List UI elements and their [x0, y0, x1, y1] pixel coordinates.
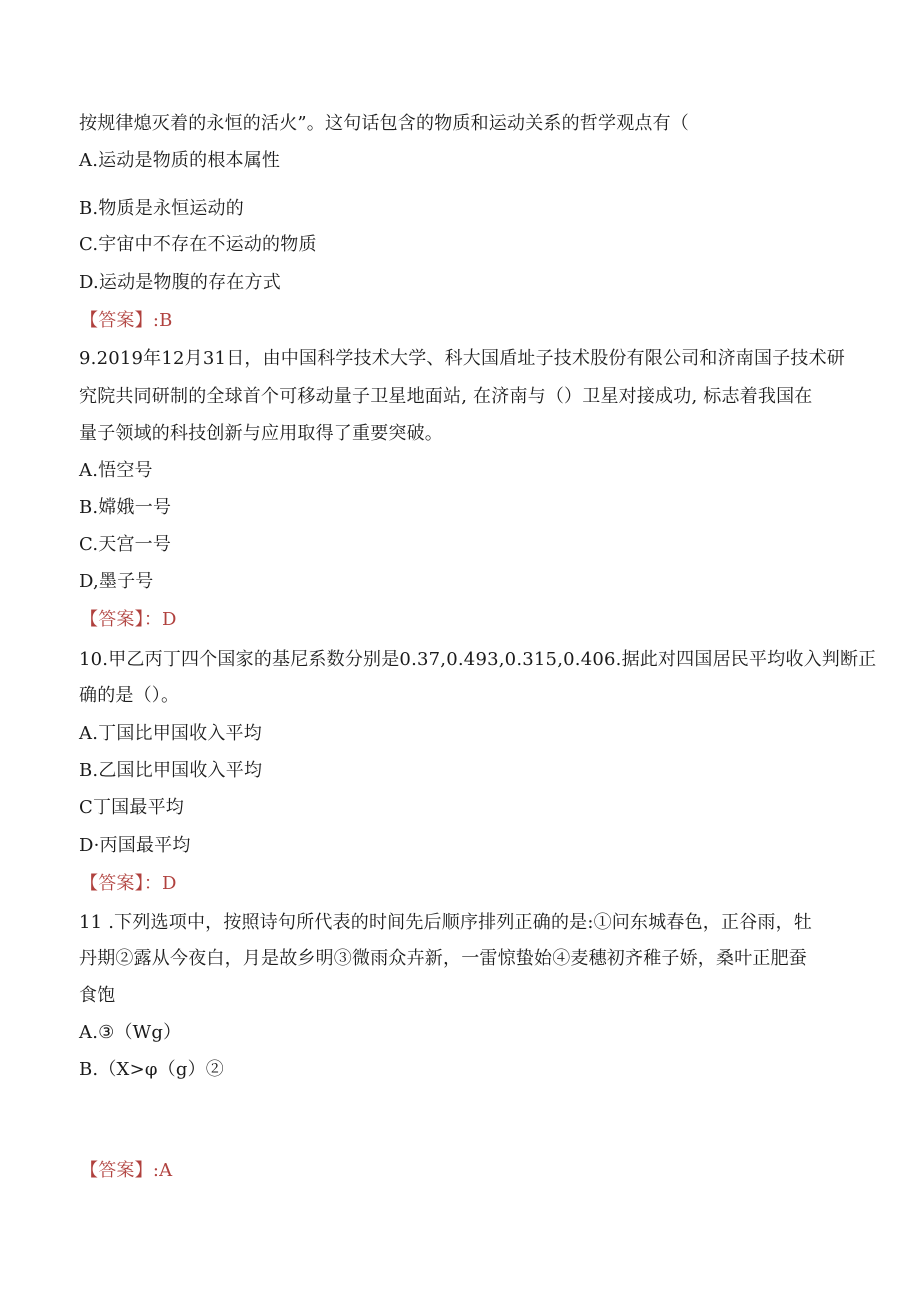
- q10-option-a: A.丁国比甲国收入平均: [79, 723, 262, 744]
- question-11-line-1: 11 .下列选项中，按照诗句所代表的时间先后顺序排列正确的是:①问东城春色，正谷雨，牡: [79, 912, 813, 933]
- answer-label: 【答案】: [80, 873, 144, 894]
- q8-option-c: C.宇宙中不存在不运动的物质: [79, 234, 317, 255]
- answer-value: ：D: [143, 609, 177, 630]
- question-8-stem: 按规律熄灭着的永恒的活火”。这句话包含的物质和运动关系的哲学观点有（: [79, 113, 689, 134]
- answer-value: ：D: [143, 873, 177, 894]
- q11-option-b: B.（X>φ（g）②: [79, 1059, 224, 1080]
- q10-answer: [80, 872, 177, 896]
- q9-option-a: A.悟空号: [79, 460, 153, 481]
- q8-answer: [80, 309, 173, 333]
- q10-option-b: B.乙国比甲国收入平均: [79, 760, 263, 781]
- question-9-line-1: 9.2019年12月31日，由中国科学技术大学、科大国盾址子技术股份有限公司和济南国子技术研: [79, 348, 845, 369]
- question-10-line-1: 10.甲乙丙丁四个国家的基尼系数分别是0.37,0.493,0.315,0.406.据此对四国居民平均收入判断正: [79, 649, 877, 670]
- question-9-line-2: 究院共同研制的全球首个可移动量子卫星地面站, 在济南与（）卫星对接成功, 标志着我国在: [79, 386, 813, 407]
- question-11-line-2: 丹期②露从今夜白，月是故乡明③微雨众卉新，一雷惊蛰始④麦穗初齐稚子娇，桑叶正肥蚕: [79, 948, 807, 969]
- question-9-line-3: 量子领域的科技创新与应用取得了重要突破。: [79, 423, 443, 444]
- answer-value: :B: [152, 310, 173, 331]
- q11-answer: [80, 1159, 172, 1183]
- q8-option-b: B.物质是永恒运动的: [79, 198, 244, 219]
- q9-option-d: D,墨子号: [79, 571, 154, 592]
- answer-value: :A: [152, 1160, 173, 1181]
- q10-option-c: C丁国最平均: [79, 797, 184, 818]
- answer-label: 【答案】: [80, 609, 144, 630]
- question-10-line-2: 确的是（）。: [79, 685, 180, 706]
- q10-option-d: D·丙国最平均: [79, 835, 191, 856]
- answer-label: 【答案】: [80, 310, 153, 331]
- question-11-line-3: 食饱: [79, 985, 116, 1006]
- q9-option-c: C.天宫一号: [79, 534, 172, 555]
- q9-option-b: B.嫦娥一号: [79, 497, 172, 518]
- q8-option-d: D.运动是物腹的存在方式: [79, 272, 281, 293]
- q8-option-a: A.运动是物质的根本属性: [79, 150, 281, 171]
- q9-answer: [80, 608, 177, 632]
- q11-option-a: A.③（Wg）: [79, 1022, 182, 1043]
- answer-label: 【答案】: [80, 1160, 153, 1181]
